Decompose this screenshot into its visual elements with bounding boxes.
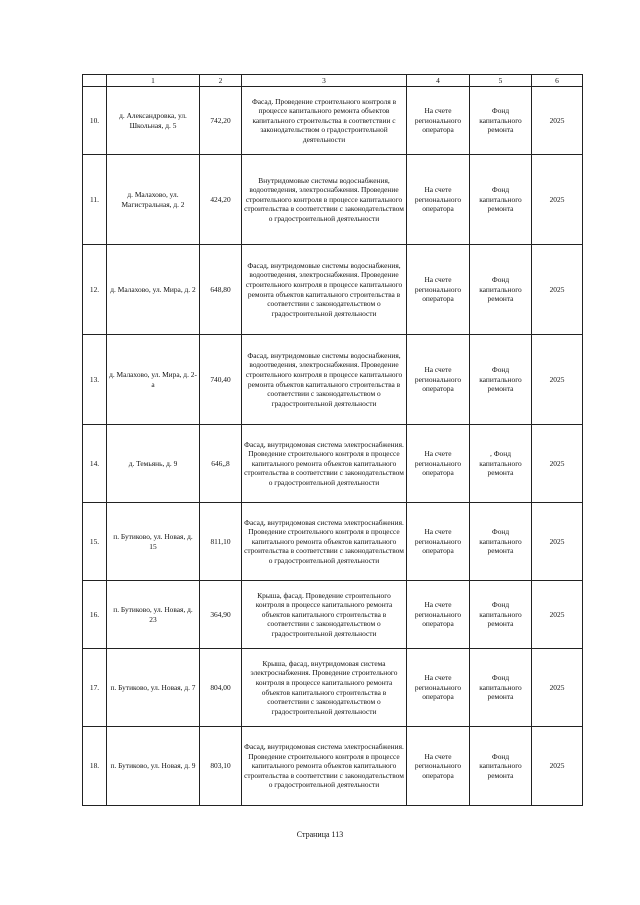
page-number: Страница 113	[296, 830, 344, 839]
header-cell: 5	[470, 75, 532, 87]
row-number-cell: 16.	[83, 581, 107, 649]
area-cell: 803,10	[200, 727, 242, 806]
header-cell: 2	[200, 75, 242, 87]
year-cell: 2025	[532, 335, 583, 425]
area-cell: 740,40	[200, 335, 242, 425]
housing-repair-table	[82, 74, 583, 806]
fund-method-cell: На счете регионального оператора	[407, 245, 470, 335]
funding-source-cell: Фонд капитального ремонта	[470, 649, 532, 727]
area-cell: 424,20	[200, 155, 242, 245]
year-cell: 2025	[532, 727, 583, 806]
funding-source-cell: Фонд капитального ремонта	[470, 503, 532, 581]
address-cell: п. Бутиково, ул. Новая, д. 23	[107, 581, 200, 649]
row-number-cell: 14.	[83, 425, 107, 503]
area-cell: 804,00	[200, 649, 242, 727]
year-cell: 2025	[532, 245, 583, 335]
year-cell: 2025	[532, 581, 583, 649]
table-row	[83, 649, 583, 727]
year-cell: 2025	[532, 503, 583, 581]
address-cell: д. Малахово, ул. Мира, д. 2-а	[107, 335, 200, 425]
funding-source-cell: Фонд капитального ремонта	[470, 245, 532, 335]
funding-source-cell: Фонд капитального ремонта	[470, 87, 532, 155]
works-description-cell: Фасад, внутридомовая система электроснабжения. Проведение строительного контроля в процессе капитального ремонта объектов капитального строительства в соответствии с законодательством о градостроительной деятельности	[242, 425, 407, 503]
works-description-cell: Фасад. Проведение строительного контроля в процессе капитального ремонта объектов капитального строительства в соответствии с законодательством о градостроительной деятельности	[242, 87, 407, 155]
header-cell: 3	[242, 75, 407, 87]
table-row	[83, 155, 583, 245]
table-row	[83, 335, 583, 425]
row-number-cell: 13.	[83, 335, 107, 425]
row-number-cell: 18.	[83, 727, 107, 806]
works-description-cell: Крыша, фасад. Проведение строительного контроля в процессе капитального ремонта объектов капитального строительства в соответствии с законодательством о градостроительной деятельности	[242, 581, 407, 649]
year-cell: 2025	[532, 87, 583, 155]
funding-source-cell: Фонд капитального ремонта	[470, 335, 532, 425]
row-number-cell: 17.	[83, 649, 107, 727]
address-cell: д. Малахово, ул. Мира, д. 2	[107, 245, 200, 335]
column-number-header	[83, 75, 583, 87]
funding-source-cell: , Фонд капитального ремонта	[470, 425, 532, 503]
fund-method-cell: На счете регионального оператора	[407, 649, 470, 727]
table-row	[83, 87, 583, 155]
year-cell: 2025	[532, 649, 583, 727]
address-cell: п. Бутиково, ул. Новая, д. 7	[107, 649, 200, 727]
fund-method-cell: На счете регионального оператора	[407, 87, 470, 155]
year-cell: 2025	[532, 425, 583, 503]
address-cell: д. Темьянь, д. 9	[107, 425, 200, 503]
works-description-cell: Фасад, внутридомовые системы водоснабжения, водоотведения, электроснабжения. Проведение строительного контроля в процессе капитального ремонта объектов капитального строительства в соответствии с законодательством о градостроительной деятельности	[242, 335, 407, 425]
fund-method-cell: На счете регионального оператора	[407, 155, 470, 245]
table-row	[83, 245, 583, 335]
area-cell: 364,90	[200, 581, 242, 649]
header-cell: 4	[407, 75, 470, 87]
area-cell: 742,20	[200, 87, 242, 155]
area-cell: 811,10	[200, 503, 242, 581]
works-description-cell: Фасад, внутридомовая система электроснабжения. Проведение строительного контроля в процессе капитального ремонта объектов капитального строительства в соответствии с законодательством о градостроительной деятельности	[242, 503, 407, 581]
row-number-cell: 11.	[83, 155, 107, 245]
fund-method-cell: На счете регионального оператора	[407, 727, 470, 806]
row-number-cell: 12.	[83, 245, 107, 335]
address-cell: д. Александровка, ул. Школьная, д. 5	[107, 87, 200, 155]
fund-method-cell: На счете регионального оператора	[407, 581, 470, 649]
funding-source-cell: Фонд капитального ремонта	[470, 727, 532, 806]
works-description-cell: Фасад, внутридомовая система электроснабжения. Проведение строительного контроля в процессе капитального ремонта объектов капитального строительства в соответствии с законодательством о градостроительной деятельности	[242, 727, 407, 806]
header-cell: 6	[532, 75, 583, 87]
area-cell: 646,,8	[200, 425, 242, 503]
funding-source-cell: Фонд капитального ремонта	[470, 155, 532, 245]
fund-method-cell: На счете регионального оператора	[407, 335, 470, 425]
table-row	[83, 503, 583, 581]
works-description-cell: Крыша, фасад, внутридомовая система электроснабжения. Проведение строительного контроля в процессе капитального ремонта объектов капитального строительства в соответствии с законодательством о градостроительной деятельности	[242, 649, 407, 727]
works-description-cell: Фасад, внутридомовые системы водоснабжения, водоотведения, электроснабжения. Проведение строительного контроля в процессе капитального ремонта объектов капитального строительства в соответствии с законодательством о градостроительной деятельности	[242, 245, 407, 335]
header-cell	[83, 75, 107, 87]
address-cell: п. Бутиково, ул. Новая, д. 15	[107, 503, 200, 581]
works-description-cell: Внутридомовые системы водоснабжения, водоотведения, электроснабжения. Проведение строительного контроля в процессе капитального строительства в соответствии с законодательством о градостроительной деятельности	[242, 155, 407, 245]
area-cell: 648,80	[200, 245, 242, 335]
address-cell: п. Бутиково, ул. Новая, д. 9	[107, 727, 200, 806]
row-number-cell: 15.	[83, 503, 107, 581]
table-row	[83, 727, 583, 806]
row-number-cell: 10.	[83, 87, 107, 155]
fund-method-cell: На счете регионального оператора	[407, 425, 470, 503]
header-cell: 1	[107, 75, 200, 87]
address-cell: д. Малахово, ул. Магистральная, д. 2	[107, 155, 200, 245]
year-cell: 2025	[532, 155, 583, 245]
table-row	[83, 581, 583, 649]
fund-method-cell: На счете регионального оператора	[407, 503, 470, 581]
table-row	[83, 425, 583, 503]
funding-source-cell: Фонд капитального ремонта	[470, 581, 532, 649]
